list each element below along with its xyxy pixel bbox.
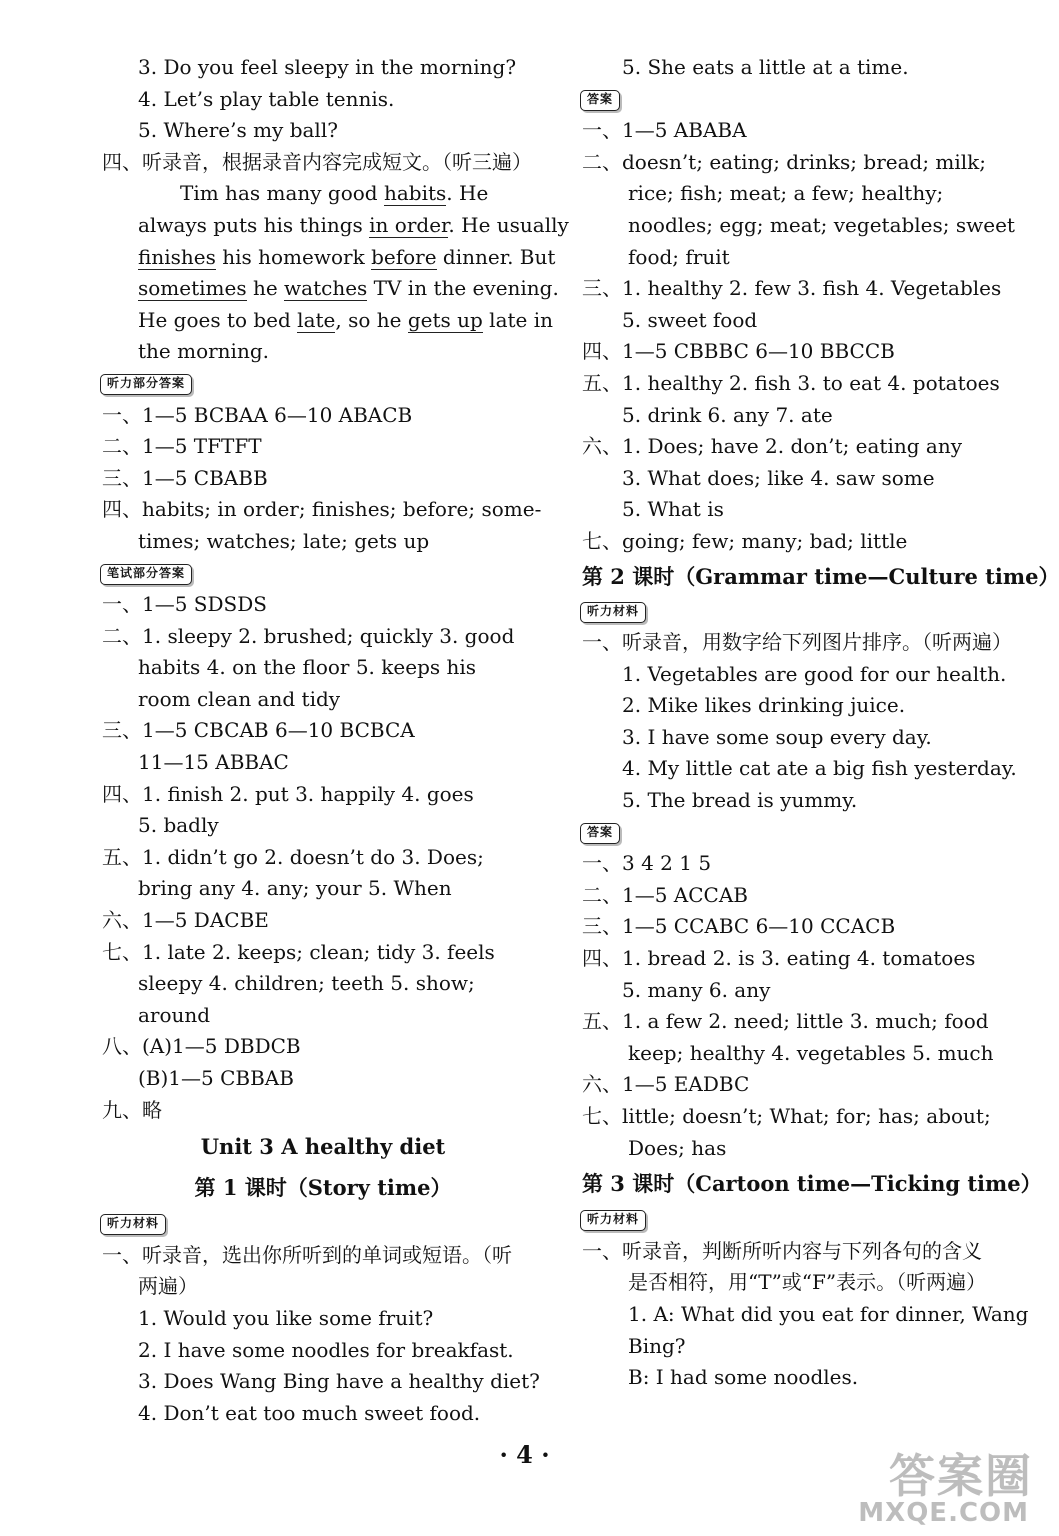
passage-text: . He usually — [448, 212, 569, 237]
answer-line: habits 4. on the floor 5. keeps his — [138, 655, 477, 680]
listening-line-4: 4. Let’s play table tennis. — [138, 86, 395, 111]
answer-line: 四、1. finish 2. put 3. happily 4. goes — [102, 781, 474, 806]
answer-line: 四、habits; in order; finishes; before; some- — [102, 497, 542, 522]
answer-line: 六、1. Does; have 2. don’t; eating any — [582, 434, 962, 459]
answer-line: 三、1—5 CBCAB 6—10 BCBCA — [102, 718, 415, 743]
answer-line: 四、1—5 CBBBC 6—10 BBCCB — [582, 339, 895, 364]
answer-line: times; watches; late; gets up — [138, 528, 430, 553]
passage-text: always puts his things — [138, 212, 370, 237]
answer-line: 5. drink 6. any 7. ate — [622, 402, 833, 427]
answers-tag: 答案 — [580, 90, 620, 111]
answer-line: 三、1—5 CBABB — [102, 465, 268, 490]
answer-line: noodles; egg; meat; vegetables; sweet — [628, 212, 1015, 237]
material-line: B: I had some noodles. — [628, 1365, 859, 1390]
cloze-passage — [102, 178, 569, 368]
material-title: 一、听录音，用数字给下列图片排序。（听两遍） — [582, 630, 1012, 655]
material-line: 1. A: What did you eat for dinner, Wang — [628, 1301, 1029, 1326]
answer-line: 5. badly — [138, 813, 219, 838]
material-line: 3. Does Wang Bing have a healthy diet? — [138, 1369, 540, 1394]
answer-line: bring any 4. any; your 5. When — [138, 876, 452, 901]
material-line: Bing? — [628, 1333, 686, 1358]
answer-line: sleepy 4. children; teeth 5. show; — [138, 971, 475, 996]
material-line: 1. Vegetables are good for our health. — [622, 661, 1007, 686]
answer-line: 一、1—5 ABABA — [582, 118, 747, 143]
material-line: 3. I have some soup every day. — [622, 724, 932, 749]
material-title: 两遍） — [138, 1274, 198, 1299]
answer-line: Does; has — [628, 1135, 727, 1160]
passage-text: dinner. But — [436, 244, 556, 269]
lesson-1-title: 第 1 课时（Story time） — [194, 1175, 452, 1201]
filled-blank: finishes — [138, 244, 216, 269]
watermark-logo — [851, 1440, 1033, 1528]
answer-line: 七、1. late 2. keeps; clean; tidy 3. feels — [102, 939, 495, 964]
passage-text: He goes to bed — [138, 307, 298, 332]
material-line: 5. The bread is yummy. — [622, 788, 858, 813]
filled-blank: in order — [369, 212, 449, 237]
answer-line: around — [138, 1002, 211, 1027]
left-column — [102, 52, 569, 1429]
answer-line: 三、1. healthy 2. few 3. fish 4. Vegetables — [582, 276, 1002, 301]
lesson-3-title: 第 3 课时（Cartoon time—Ticking time） — [582, 1171, 1042, 1197]
answer-line: 二、1. sleepy 2. brushed; quickly 3. good — [102, 623, 515, 648]
answer-line: 二、1—5 ACCAB — [582, 882, 748, 907]
material-line: 2. Mike likes drinking juice. — [622, 693, 906, 718]
answer-line: 六、1—5 EADBC — [582, 1072, 750, 1097]
answer-line: 六、1—5 DACBE — [102, 908, 269, 933]
unit-title: Unit 3 A healthy diet — [200, 1134, 446, 1160]
answer-line: food; fruit — [628, 244, 730, 269]
right-column — [582, 52, 1059, 1394]
answer-line: keep; healthy 4. vegetables 5. much — [628, 1040, 994, 1065]
written-answers-tag: 笔试部分答案 — [100, 564, 192, 585]
listening-material-tag: 听力材料 — [580, 1210, 646, 1231]
passage-text: his homework — [215, 244, 372, 269]
passage-text: . He — [446, 181, 489, 206]
answer-line: 5. sweet food — [622, 307, 758, 332]
section-4-title: 四、听录音，根据录音内容完成短文。（听三遍） — [102, 149, 532, 174]
answer-line: 二、doesn’t; eating; drinks; bread; milk; — [582, 149, 987, 174]
filled-blank: watches — [284, 276, 368, 301]
material-line: 4. My little cat ate a big fish yesterday. — [622, 756, 1017, 781]
material-title: 一、听录音，选出你所听到的单词或短语。（听 — [102, 1242, 512, 1267]
passage-text: he — [246, 276, 285, 301]
answer-line: 三、1—5 CCABC 6—10 CCACB — [582, 914, 896, 939]
answer-line: 七、little; doesn’t; What; for; has; about; — [582, 1104, 991, 1128]
watermark-url: MXQE.COM — [858, 1498, 1029, 1528]
answer-line: 一、3 4 2 1 5 — [582, 851, 712, 876]
answer-line: 3. What does; like 4. saw some — [622, 465, 935, 490]
listening-material-tag: 听力材料 — [580, 602, 646, 623]
answer-line: 五、1. healthy 2. fish 3. to eat 4. potatoes — [582, 370, 1000, 395]
page-number: · 4 · — [499, 1440, 550, 1469]
listening-line-3: 3. Do you feel sleepy in the morning? — [138, 55, 517, 79]
listening-material-tag: 听力材料 — [100, 1214, 166, 1235]
filled-blank: habits — [383, 181, 447, 206]
answer-line: 九、略 — [102, 1097, 162, 1122]
material-line: 2. I have some noodles for breakfast. — [138, 1337, 514, 1362]
passage-text: late in — [482, 307, 553, 332]
answers-tag: 答案 — [580, 823, 620, 844]
listening-line-5: 5. Where’s my ball? — [138, 118, 338, 143]
material-title: 一、听录音，判断所听内容与下列各句的含义 — [582, 1238, 982, 1263]
filled-blank: gets up — [407, 307, 483, 332]
listening-answers-tag: 听力部分答案 — [100, 374, 192, 395]
answer-line: 一、1—5 SDSDS — [102, 592, 267, 617]
answer-line: 四、1. bread 2. is 3. eating 4. tomatoes — [582, 946, 976, 971]
answer-line: 一、1—5 BCBAA 6—10 ABACB — [102, 402, 413, 427]
passage-text: Tim has many good — [180, 181, 384, 206]
answer-line: 11—15 ABBAC — [138, 750, 289, 775]
material-line: 1. Would you like some fruit? — [138, 1305, 434, 1330]
answer-line: (B)1—5 CBBAB — [138, 1066, 294, 1090]
material-line: 5. She eats a little at a time. — [622, 55, 909, 79]
material-title: 是否相符，用“T”或“F”表示。（听两遍） — [628, 1270, 987, 1295]
answer-line: rice; fish; meat; a few; healthy; — [628, 181, 944, 206]
filled-blank: sometimes — [138, 276, 247, 301]
filled-blank: late — [297, 307, 336, 332]
lesson-2-title: 第 2 课时（Grammar time—Culture time） — [582, 563, 1059, 589]
filled-blank: before — [371, 244, 437, 269]
answer-line: 二、1—5 TFTFT — [102, 434, 262, 459]
material-line: 4. Don’t eat too much sweet food. — [138, 1400, 481, 1425]
answer-line: room clean and tidy — [138, 686, 341, 711]
passage-text: the morning. — [138, 339, 269, 364]
passage-text: , so he — [335, 307, 408, 332]
answer-line: 八、(A)1—5 DBDCB — [102, 1034, 301, 1059]
answer-line: 5. What is — [622, 497, 724, 522]
answer-line: 七、going; few; many; bad; little — [582, 528, 908, 553]
passage-text: TV in the evening. — [367, 276, 559, 301]
watermark-text: 答案圈 — [889, 1449, 1033, 1503]
answer-line: 五、1. a few 2. need; little 3. much; food — [582, 1009, 989, 1034]
answer-line: 5. many 6. any — [622, 977, 771, 1002]
answer-line: 五、1. didn’t go 2. doesn’t do 3. Does; — [102, 844, 484, 869]
